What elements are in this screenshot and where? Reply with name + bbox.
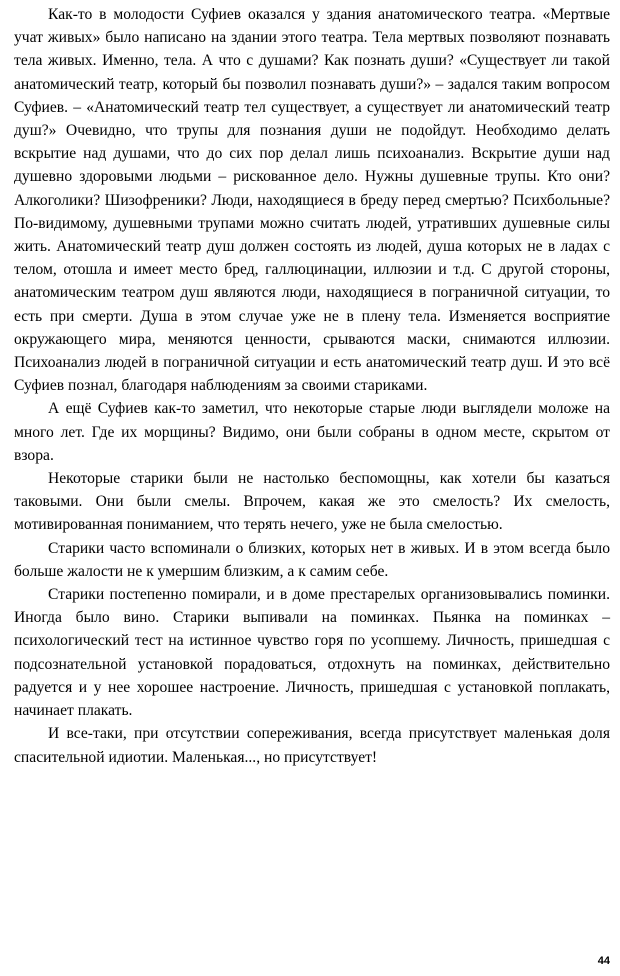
paragraph-4: Старики часто вспоминали о близких, которых нет в живых. И в этом всегда было больше жалости не к умершим близким, а к самим себе. (14, 539, 610, 580)
page-number: 44 (597, 955, 610, 967)
paragraph-3: Некоторые старики были не настолько беспомощны, как хотели бы казаться таковыми. Они были смелы. Впрочем, какая же это смелость? Их смелость, мотивированная пониманием, что терять нечего, уже не была смелостью. (14, 470, 610, 534)
paragraph-2: А ещё Суфиев как-то заметил, что некоторые старые люди выглядели моложе на много лет. Где их морщины? Видимо, они были собраны в одном месте, скрытом от взора. (14, 400, 610, 464)
paragraph-1: Как-то в молодости Суфиев оказался у здания анатомического театра. «Мертвые учат живых» было написано на здании этого театра. Тела мертвых позволяют познавать тела живых. Именно, тела. А что с душами? Как познать души? «Существует ли такой анатомический театр, который бы позволил познавать души?» – задался таким вопросом Суфиев. – «Анатомический театр тел существует, а существует ли анатомический театр душ?» Очевидно, что трупы для познания души не подойдут. Необходимо делать вскрытие над душами, что до сих пор делал лишь психоанализ. Вскрытие души над душевно здоровыми людьми – рискованное дело. Нужны душевные трупы. Кто они? Алкоголики? Шизофреники? Люди, находящиеся в бреду перед смертью? Психбольные? По-видимому, душевными трупами можно считать людей, утративших душевные силы жить. Анатомический театр душ должен состоять из людей, душа которых не в ладах с телом, отошла и имеет место бред, галлюцинации, иллюзии и т.д. С другой стороны, анатомическим театром душ являются люди, находящиеся в пограничной ситуации, то есть при смерти. Душа в этом случае уже не в плену тела. Изменяется восприятие окружающего мира, меняются ценности, срываются маски, снимаются иллюзии. Психоанализ людей в пограничной ситуации и есть анатомический театр душ. И это всё Суфиев познал, благодаря наблюдениям за своими стариками. (14, 6, 610, 395)
paragraph-6: И все-таки, при отсутствии сопереживания, всегда присутствует маленькая доля спасительной идиотии. Маленькая..., но присутствует! (14, 725, 610, 766)
body-text (14, 3, 610, 769)
paragraph-5: Старики постепенно помирали, и в доме престарелых организовывались поминки. Иногда было вино. Старики выпивали на поминках. Пьянка на поминках – психологический тест на истинное чувство горя по усопшему. Личность, пришедшая с подсознательной установкой порадоваться, отдохнуть на поминках, действительно радуется и у нее хорошее настроение. Личность, пришедшая с установкой поплакать, начинает плакать. (14, 586, 610, 720)
